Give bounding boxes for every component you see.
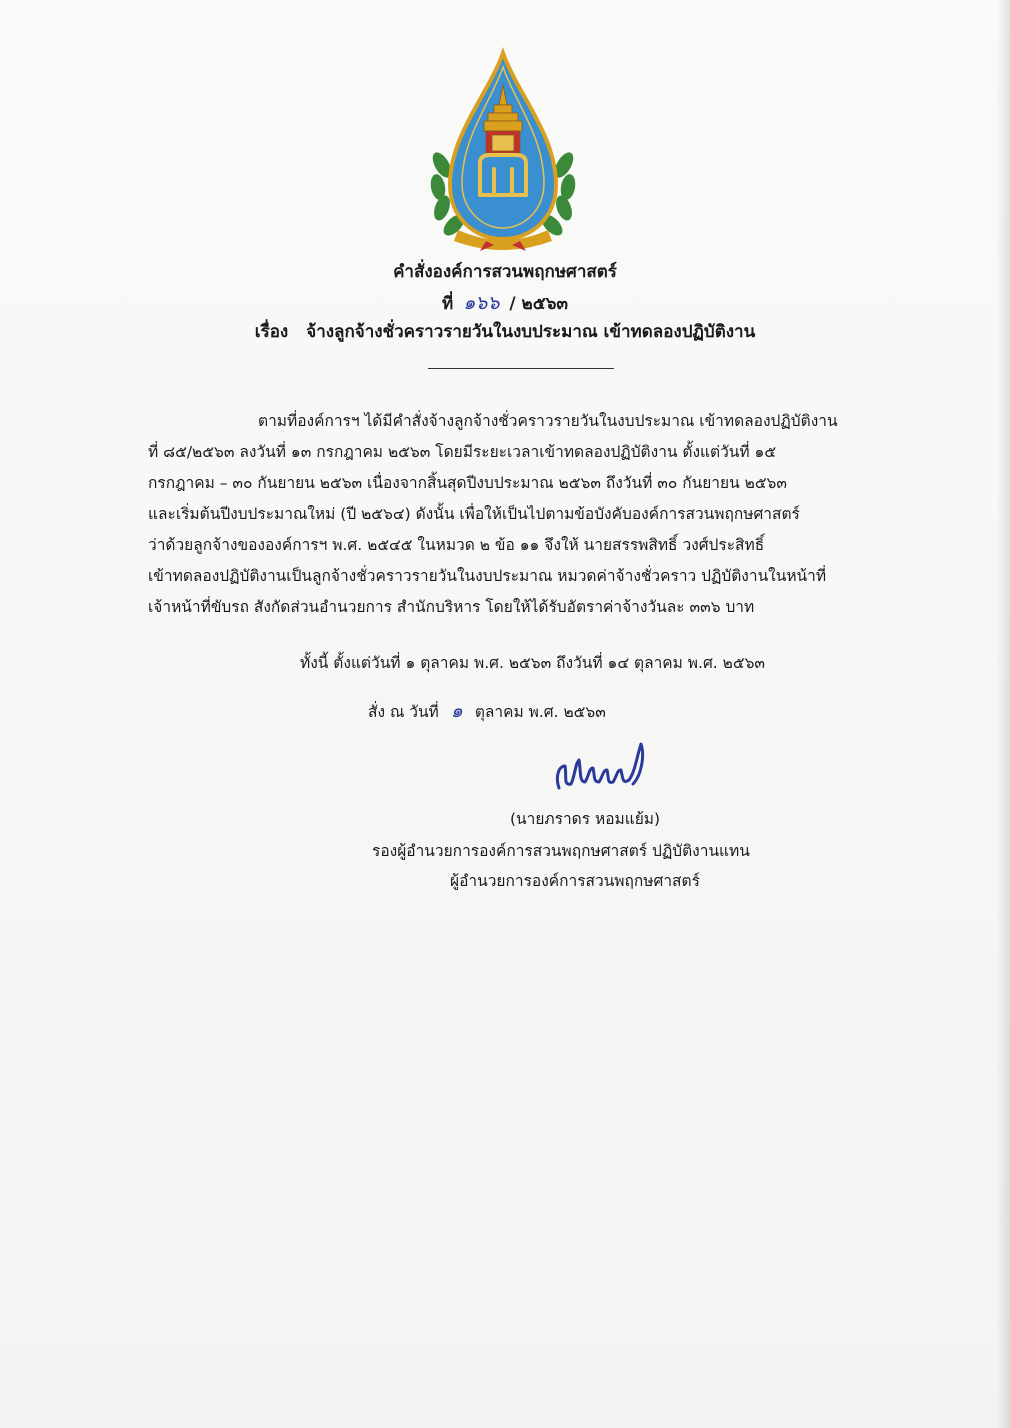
signature-icon — [545, 736, 655, 796]
order-number-prefix: ที่ — [441, 294, 454, 314]
organization-emblem-icon — [428, 45, 578, 255]
order-number-handwritten: ๑๖๖ — [463, 292, 500, 314]
signer-position-line2: ผู้อำนวยการองค์การสวนพฤกษศาสตร์ — [450, 872, 700, 890]
page-edge-shadow — [996, 0, 1010, 1428]
body-line: เข้าทดลองปฏิบัติงานเป็นลูกจ้างชั่วคราวรายวันในงบประมาณ หมวดค่าจ้างชั่วคราว ปฏิบัติงานในหน้าที่ — [148, 567, 827, 585]
ordered-day-handwritten: ๑ — [450, 700, 463, 722]
effective-period: ทั้งนี้ ตั้งแต่วันที่ ๑ ตุลาคม พ.ศ. ๒๕๖๓ ถึงวันที่ ๑๔ ตุลาคม พ.ศ. ๒๕๖๓ — [300, 654, 766, 672]
body-line: เจ้าหน้าที่ขับรถ สังกัดส่วนอำนวยการ สำนักบริหาร โดยให้ได้รับอัตราค่าจ้างวันละ ๓๓๖ บาท — [148, 598, 755, 616]
signer-position-line1: รองผู้อำนวยการองค์การสวนพฤกษศาสตร์ ปฏิบัติงานแทน — [372, 842, 750, 860]
order-subject — [0, 318, 1010, 345]
order-title: คำสั่งองค์การสวนพฤกษศาสตร์ — [393, 262, 617, 282]
subject-label: เรื่อง — [254, 322, 289, 342]
order-number-suffix: / ๒๕๖๓ — [509, 294, 569, 314]
ordered-prefix: สั่ง ณ วันที่ — [368, 703, 439, 721]
body-line: ว่าด้วยลูกจ้างขององค์การฯ พ.ศ. ๒๕๔๕ ในหมวด ๒ ข้อ ๑๑ จึงให้ นายสรรพสิทธิ์ วงศ์ประสิทธิ์ — [148, 536, 765, 554]
body-line: กรกฎาคม – ๓๐ กันยายน ๒๕๖๓ เนื่องจากสิ้นสุดปีงบประมาณ ๒๕๖๓ ถึงวันที่ ๓๐ กันยายน ๒๕๖๓ — [148, 474, 787, 492]
body-line: และเริ่มต้นปีงบประมาณใหม่ (ปี ๒๕๖๔) ดังนั้น เพื่อให้เป็นไปตามข้อบังคับองค์การสวนพฤกษศาสตร์ — [148, 505, 800, 523]
header-divider — [428, 368, 614, 369]
ordered-suffix: ตุลาคม พ.ศ. ๒๕๖๓ — [474, 703, 606, 721]
ordered-date — [368, 696, 606, 726]
body-line: ตามที่องค์การฯ ได้มีคำสั่งจ้างลูกจ้างชั่วคราวรายวันในงบประมาณ เข้าทดลองปฏิบัติงาน — [258, 412, 838, 430]
body-line: ที่ ๘๕/๒๕๖๓ ลงวันที่ ๑๓ กรกฎาคม ๒๕๖๓ โดยมีระยะเวลาเข้าทดลองปฏิบัติงาน ตั้งแต่วันที่ ๑๕ — [148, 443, 777, 461]
subject-text: จ้างลูกจ้างชั่วคราวรายวันในงบประมาณ เข้าทดลองปฏิบัติงาน — [306, 322, 756, 342]
order-number — [0, 288, 1010, 318]
signer-name: (นายภราดร หอมแย้ม) — [510, 810, 661, 828]
